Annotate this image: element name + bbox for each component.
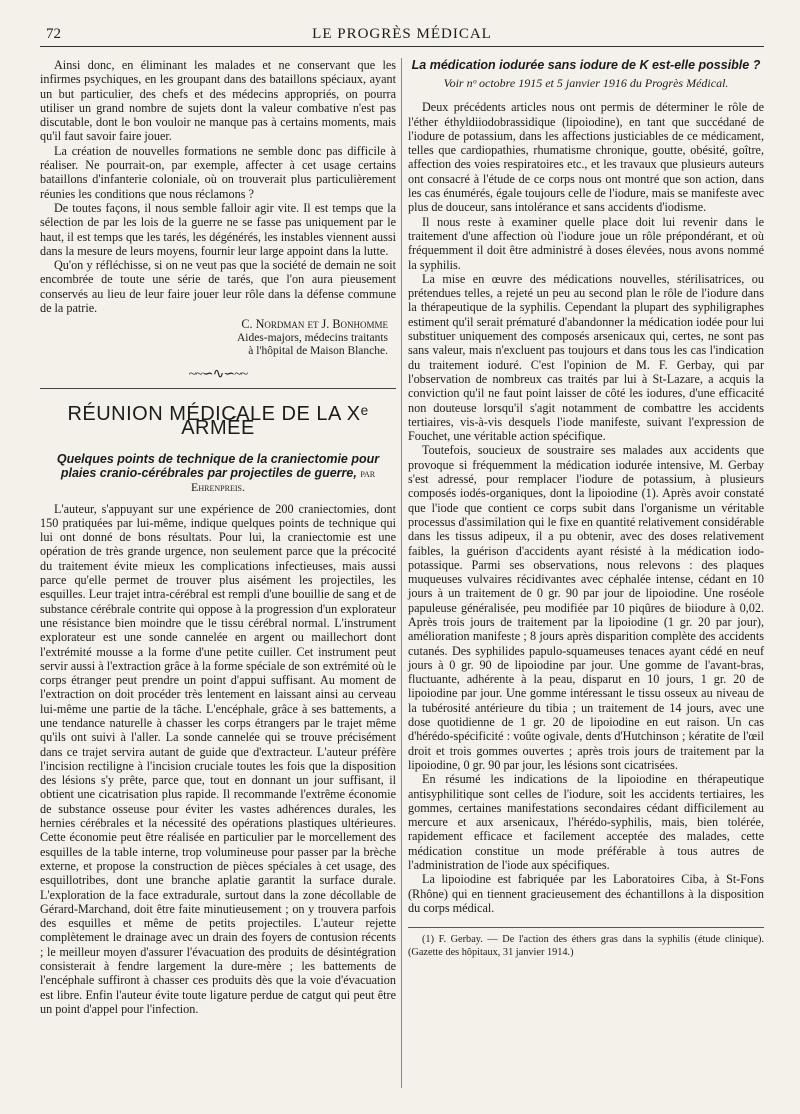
article-subtitle: Voir nᵒ octobre 1915 et 5 janvier 1916 du Progrès Médical.: [443, 76, 729, 90]
paragraph: De toutes façons, il nous semble falloir agir vite. Il est temps que la sélection de par les lois de la guerre ne se fasse pas uniquement par le haut, il est temps que les tarés, les dégénérés, les instables viennent aussi dans la mesure de leurs moyens, fournir leur large appoint dans la lutte.: [40, 200, 396, 258]
signature-affiliation: à l'hôpital de Maison Blanche.: [248, 344, 388, 357]
signature-names: C. Nordman et J. Bonhomme: [241, 317, 388, 332]
right-column: [408, 58, 764, 959]
article-heading: [40, 452, 396, 494]
header-rule: [40, 46, 764, 47]
paragraph: Deux précédents articles nous ont permis de déterminer le rôle de l'éther éthyldiiodobrassidique (lipoiodine), en tant que succédané de l'iodure de potassium, dans les affections justiciables de ce médicament, telles que cardiopathies, rhumatisme chronique, goutte, obésité, goître, affection des voies respiratoires etc., et les travaux que plusieurs auteurs ont consacré à l'étude de ce corps nous ont montré que son action, dans les cas énumérés, égale toujours celle de l'iodure, mais se manifeste avec plus de douceur, sans intolérance et sans accidents d'iodisme.: [408, 100, 764, 215]
article-title-right: La médication iodurée sans iodure de K est-elle possible ?: [411, 58, 761, 72]
ornament-divider: ~~∽∿∽~~: [188, 366, 248, 382]
page-number: 72: [46, 26, 61, 42]
footnote: (1) F. Gerbay. — De l'action des éthers gras dans la syphilis (étude clinique). (Gazette des hôpitaux, 31 janvier 1914.): [408, 927, 764, 959]
paragraph: La création de nouvelles formations ne semble donc pas difficile à réaliser. Ne pourrait-on, par exemple, affecter à cet usage certains bataillons d'infanterie coloniale, où on trouverait plus particulièrement réunies les conditions que nous réclamons ?: [40, 143, 396, 201]
paragraph: La mise en œuvre des médications nouvelles, stérilisatrices, ou prétendues telles, a rejeté un peu au second plan le rôle de l'iodure dans la thérapeutique de la syphilis. Cependant la plupart des syphiligraphes estiment qu'il serait prématuré d'abandonner la médication iodée pour lui substituer uniquement des composés arsenicaux qui, certes, ne sont pas sans valeur, mais n'excluent pas toujours et dans tous les cas l'indication du traitement ioduré. C'est l'opinion de M. F. Gerbay, qui par l'observation de nombreux cas traités par lui à St-Lazare, a acquis la conviction qu'il ne faut point laisser de côté les iodures, d'une efficacité non douteuse lorsqu'il s'agit notamment de combattre les accidents tertiaires, vis-à-vis desquels l'iode manifeste, suivant l'expression de Fouchet, une véritable action spécifique.: [408, 271, 764, 444]
paragraph: Qu'on y réfléchisse, si on ne veut pas que la société de demain ne soit encombrée de toute une série de tarés, que l'on aura pieusement conservés au lieu de leur faire jouer leur rôle dans la défense commune de la patrie.: [40, 258, 396, 316]
paragraph: Ainsi donc, en éliminant les malades et ne conservant que les infirmes psychiques, en les groupant dans des bataillons spéciaux, ayant un but particulier, des chefs et des médecins appropriés, on pourra utiliser un grand nombre de sujets dont la valeur combative n'est pas discutable, dont le bon vouloir ne manque pas à certains moments, mais qu'il faut savoir faire jouer.: [40, 58, 396, 144]
article-author: par Ehrenpreis.: [191, 465, 376, 494]
column-divider: [401, 58, 402, 1088]
page-header: [40, 24, 764, 46]
article-title: Quelques points de technique de la craniectomie pour plaies cranio-cérébrales par projectiles de guerre,: [56, 451, 380, 480]
paragraph: Toutefois, soucieux de soustraire ses malades aux accidents que provoque si fréquemment la médication iodurée intensive, M. Gerbay s'est adressé, pour remplacer l'iodure de potassium, à plusieurs composés iodés-organiques, dont la lipoiodine (1). Après avoir constaté que l'iode que contient ce corps subit dans l'organisme un véritable processus d'assimilation qui le fixe en quantité relativement considérable dans les tissus adipeux, il a pu obtenir, avec des doses relativement faibles, la guérison d'accidents ayant résisté à la médication iodo-potassique. Parmi ses observations, nous relevons : des plaques muqueuses vulvaires récidivantes avec céphalée intense, cédant en 10 jours à un traitement de 0 gr. 90 par jour de lipoiodine. Une roséole papuleuse généralisée, peu modifiée par 10 piqûres de biiodure à 0,02. Après trois jours de traitement par la lipoiodine (1 gr. 20 par jour), amélioration manifeste ; 8 jours après disparition complète des accidents cutanés. Des syphilides papulo-squameuses tenaces ayant cédé en neuf jours à 0 gr. 90 de lipoiodine par jour. Une gomme de l'avant-bras, fluctuante, adhérente à la peau, disparut en 10 jours, 1 gr. 20 de lipoiodine par jour. Une gomme intéressant le tissu osseux au niveau de la tubérosité antérieure du tibia ; un traitement de 14 jours, avec une dose quotidienne de 1 gr. 20 de lipoiodine en eut raison. Un cas d'hérédo-spécificité : voûte ogivale, dents d'Hutchinson ; kératite de l'œil droit et trois gommes ouvertes ; après trois jours de traitement par la lipoiodine, 0 gr. 90 par jour, les lésions sont cicatrisées.: [408, 443, 764, 772]
section-title: RÉUNION MÉDICALE DE LA Xᵉ ARMÉE: [40, 388, 396, 436]
journal-title: LE PROGRÈS MÉDICAL: [312, 26, 492, 42]
paragraph: Il nous reste à examiner quelle place doit lui revenir dans le traitement d'une affection où l'iodure joue un rôle prépondérant, et où fréquemment il doit être administré à doses élevées, nous avons nommé la syphilis.: [408, 214, 764, 272]
paragraph: En résumé les indications de la lipoiodine en thérapeutique antisyphilitique sont celles de l'iodure, soit les accidents tertiaires, les gommes, certaines manifestations secondaires cédant difficilement au mercure et aux arsenicaux, l'hérédo-syphilis, mais, bien tolérée, rapidement efficace et facilement acceptée des malades, cette médication constitue un mode préférable à tous autres de l'administration de l'iode aux spécifiques.: [408, 772, 764, 873]
left-column: [40, 58, 396, 1016]
paragraph: La lipoiodine est fabriquée par les Laboratoires Ciba, à St-Fons (Rhône) qui en tiennent gracieusement des échantillons à la disposition du corps médical.: [408, 872, 764, 915]
signature-role: Aides-majors, médecins traitants: [236, 331, 388, 344]
article-body: L'auteur, s'appuyant sur une expérience de 200 craniectomies, dont 150 pratiquées par lui-même, indique quelques points de technique qui lui ont donné de bons résultats. Pour lui, la craniectomie est une opération de très grande urgence, non seulement parce que la précocité du traitement évite mieux les complications infectieuses, mais aussi parce qu'elle permet de trouver plus aisément les projectiles, les esquilles. Leur trajet intra-cérébral est rempli d'une bouillie de sang et de substance cérébrale contrite qui oppose à la progression d'un explorateur une résistance bien moindre que le tissu cérébral normal. L'instrument explorateur est une sonde cannelée en argent ou maillechort dont l'extrémité mousse a la forme d'une petite cuiller. Cet instrument peut servir aussi à l'extraction grâce à la forme spéciale de son extrémité où le corps étranger peut prendre un point d'appui suffisant. Au moment de l'extraction on doit procéder très lentement en laissant ainsi au cerveau lui-même une partie de la tâche. L'encéphale, grâce à ses battements, a une tendance naturelle à chasser les corps étrangers par le trajet même qu'ils ont suivi à l'aller. La sonde cannelée qui se trouve précisément dans ce trajet servira autant de guide que d'extracteur. L'auteur préfère l'incision rectiligne à l'incision cruciale toutes les fois que la disposition des lésions s'y prête, parce que, tout en donnant un jour suffisant, il obtient une cicatrisation plus rapide. Il recommande l'extrême économie de substance osseuse pour éviter les vastes adhérences durales, les hernies cérébrales et la nécessité des opérations plastiques ultérieures. Cette économie peut être réalisée en particulier par le morcellement des esquilles de la table interne, trop volumineuse pour passer par la brèche externe, et propose la construction de pièces spéciales à cet usage, des esquillotribes, dont une branche aplatie garantit la surface durale. L'exploration de la face extradurale, surtout dans la zone décollable de Gérard-Marchand, doit être faite minutieusement ; on y trouvera parfois des esquilles et même de petits projectiles. L'auteur rejette complètement le drainage avec un drain des foyers de contusion récents ; le meilleur moyen d'assurer l'évacuation des produits de désintégration consisterait à fendre largement la dure-mère ; les battements de l'encéphale suffiront à chasser ces produits dès que la voie d'évacuation est libre. Enfin l'auteur évite toute ligature perdue de catgut qui peut être un point d'appel pour l'infection.: [40, 501, 396, 1016]
